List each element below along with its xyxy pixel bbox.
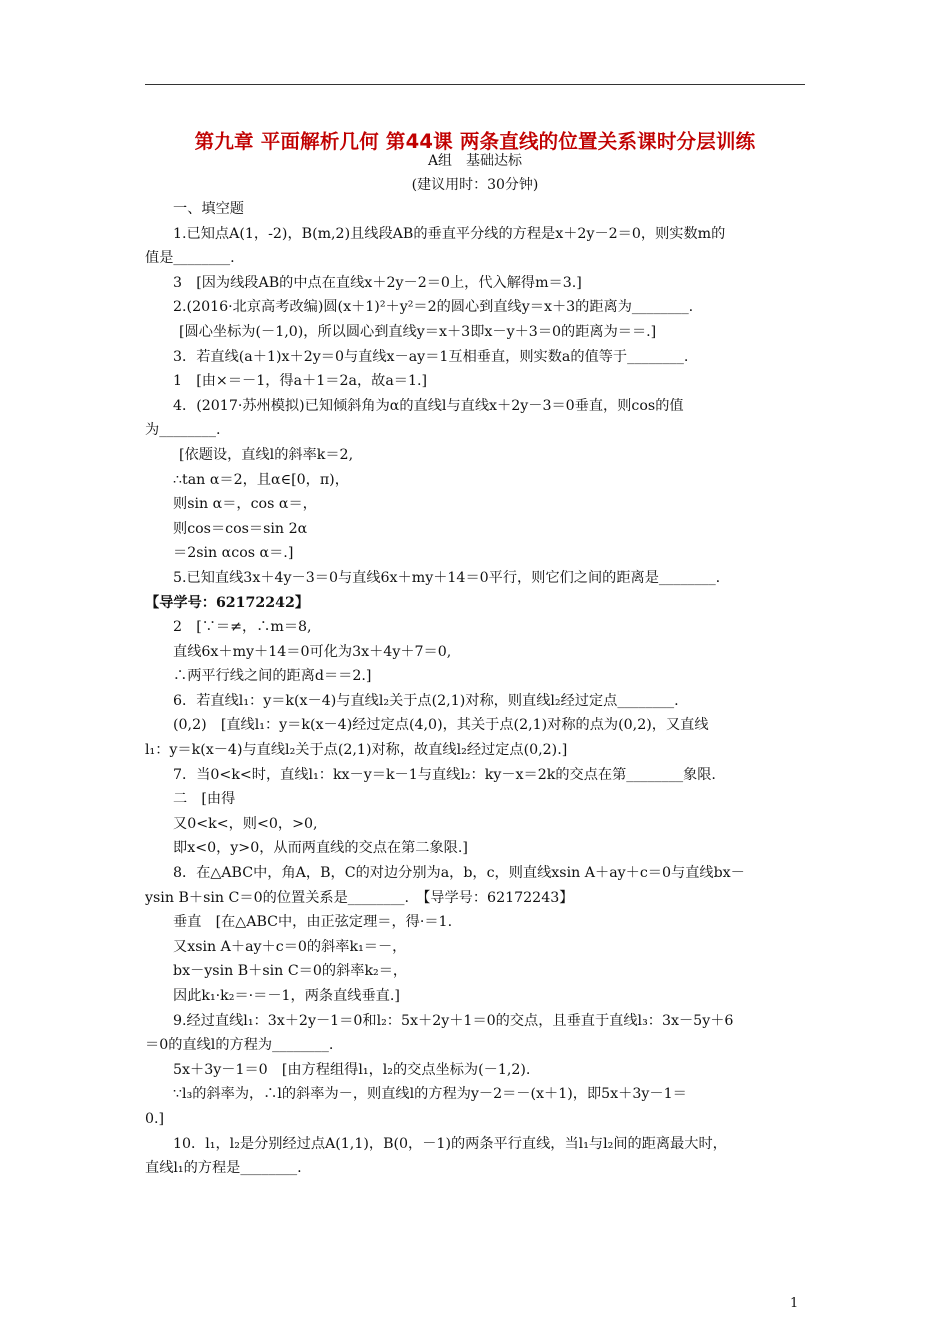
text-line: 又0<k<，则<0，>0, — [173, 815, 318, 832]
top-rule — [145, 84, 805, 85]
text-line: 5x＋3y－1＝0 [由方程组得l₁，l₂的交点坐标为(－1,2). — [173, 1061, 531, 1078]
time-label: (建议用时：30分钟) — [411, 177, 539, 193]
exercise-content — [145, 197, 807, 1181]
text-line: ysin B＋sin C＝0的位置关系是________. 【导学号：62172243】 — [145, 889, 574, 906]
text-line: 直线l₁的方程是________. — [145, 1160, 302, 1177]
group-label: A组 基础达标 — [427, 153, 523, 169]
text-line: l₁：y＝k(x－4)与直线l₂关于点(2,1)对称，故直线l₂经过定点(0,2).] — [145, 742, 568, 759]
text-line: 二 [由得 — [173, 791, 236, 808]
text-line: 7．当0<k<时，直线l₁：kx－y＝k－1与直线l₂：ky－x＝2k的交点在第________象限. — [173, 766, 716, 783]
text-line: 则cos＝cos＝sin 2α — [173, 520, 308, 537]
text-line: 4．(2017·苏州模拟)已知倾斜角为α的直线l与直线x＋2y－3＝0垂直，则cos的值 — [173, 397, 684, 414]
text-line: 6．若直线l₁：y＝k(x－4)与直线l₂关于点(2,1)对称，则直线l₂经过定点________. — [173, 692, 679, 709]
text-line: ∵l₃的斜率为，∴l的斜率为－，则直线l的方程为y－2＝－(x＋1)，即5x＋3y－1＝ — [173, 1086, 687, 1103]
text-line: 即x<0，y>0，从而两直线的交点在第二象限.] — [173, 840, 468, 857]
text-line: 又xsin A＋ay＋c＝0的斜率k₁＝－， — [173, 938, 407, 955]
text-line: 1 [由×＝－1，得a＋1＝2a，故a＝1.] — [173, 373, 428, 390]
text-line: 0.] — [145, 1110, 165, 1127]
text-line: 【导学号：62172242】 — [145, 594, 310, 611]
text-line: 值是________. — [145, 250, 235, 267]
text-line: 9.经过直线l₁：3x＋2y－1＝0和l₂：5x＋2y＋1＝0的交点，且垂直于直线l₃：3x－5y＋6 — [173, 1012, 734, 1029]
text-line: (0,2) [直线l₁：y＝k(x－4)经过定点(4,0)，其关于点(2,1)对称的点为(0,2)，又直线 — [173, 717, 709, 734]
page-title: 第九章 平面解析几何 第44课 两条直线的位置关系课时分层训练 — [194, 130, 756, 153]
page-number: 1 — [790, 1296, 799, 1311]
text-line: 3 [因为线段AB的中点在直线x＋2y－2＝0上，代入解得m＝3.] — [173, 274, 582, 291]
text-line: 垂直 [在△ABC中，由正弦定理＝，得·＝1. — [173, 914, 453, 931]
text-line: 8．在△ABC中，角A，B，C的对边分别为a，b，c，则直线xsin A＋ay＋c＝0与直线bx－ — [173, 865, 745, 882]
text-line: bx－ysin B＋sin C＝0的斜率k₂＝， — [173, 963, 408, 980]
text-line: 则sin α＝，cos α＝， — [173, 496, 317, 513]
text-line: ∴tan α＝2，且α∈[0，π)， — [173, 471, 349, 488]
text-line: 5.已知直线3x＋4y－3＝0与直线6x＋my＋14＝0平行，则它们之间的距离是________. — [173, 569, 721, 586]
text-line: ＝0的直线l的方程为________. — [145, 1037, 334, 1054]
text-line: 3．若直线(a＋1)x＋2y＝0与直线x－ay＝1互相垂直，则实数a的值等于________. — [173, 348, 689, 365]
text-line: 10．l₁，l₂是分别经过点A(1,1)，B(0，－1)的两条平行直线，当l₁与l₂间的距离最大时， — [173, 1135, 727, 1152]
text-line: 直线6x＋my＋14＝0可化为3x＋4y＋7＝0, — [173, 643, 452, 660]
text-line: 为________. — [145, 422, 221, 439]
text-line: [圆心坐标为(－1,0)，所以圆心到直线y＝x＋3即x－y＋3＝0的距离为＝＝.] — [179, 323, 657, 340]
text-line: [依题设，直线l的斜率k＝2, — [179, 446, 354, 463]
text-line: ＝2sin αcos α＝.] — [173, 545, 294, 562]
text-line: 因此k₁·k₂＝·＝－1，两条直线垂直.] — [173, 988, 400, 1004]
text-line: 2.(2016·北京高考改编)圆(x＋1)²＋y²＝2的圆心到直线y＝x＋3的距离为________. — [173, 299, 694, 316]
text-line: 1.已知点A(1，-2)，B(m,2)且线段AB的垂直平分线的方程是x＋2y－2＝0，则实数m的 — [173, 225, 726, 242]
text-line: 一、填空题 — [173, 201, 244, 217]
text-line: 2 [∵＝≠，∴m＝8, — [173, 619, 312, 636]
text-line: ∴两平行线之间的距离d＝＝2.] — [173, 668, 372, 685]
